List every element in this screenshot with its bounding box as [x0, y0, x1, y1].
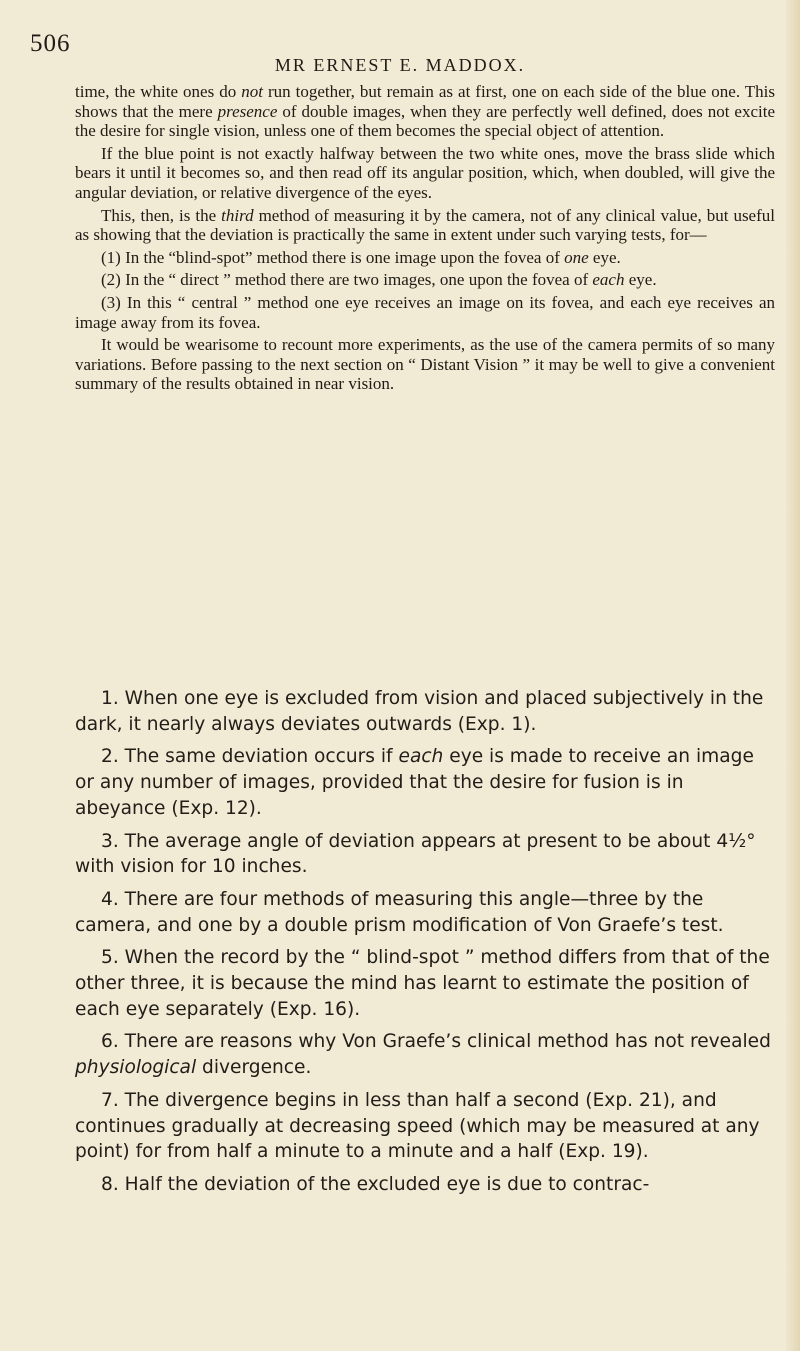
list-item: (3) In this “ central ” method one eye receives an image on its fovea, and each eye receives an image away from its fovea.: [75, 292, 775, 332]
upper-text-block: [75, 82, 775, 397]
paragraph: It would be wearisome to recount more experiments, as the use of the camera permits of so many variations. Before passing to the next section on “ Distant Vision ” it may be well to give a convenient summary of the results obtained in near vision.: [75, 335, 775, 394]
summary-item: 2. The same deviation occurs if each eye is made to receive an image or any number of images, provided that the desire for fusion is in abeyance (Exp. 12).: [75, 746, 754, 819]
paragraph: This, then, is the third method of measuring it by the camera, not of any clinical value, but useful as showing that the deviation is practically the same in extent under such varying tests, for—: [75, 205, 775, 245]
page-edge: [786, 0, 800, 1351]
paragraph: If the blue point is not exactly halfway between the two white ones, move the brass slide which bears it until it becomes so, and then read off its angular position, which, when doubled, will give the angular deviation, or relative divergence of the eyes.: [75, 143, 775, 202]
summary-item: 6. There are reasons why Von Graefe’s clinical method has not revealed physiological divergence.: [75, 1031, 771, 1079]
list-item: (2) In the “ direct ” method there are two images, one upon the fovea of each eye.: [101, 270, 657, 290]
page-number: 506: [30, 30, 71, 57]
summary-item: 1. When one eye is excluded from vision and placed subjectively in the dark, it nearly always deviates outwards (Exp. 1).: [75, 688, 764, 735]
paragraph: time, the white ones do not run together, but remain as at first, one on each side of the blue one. This shows that the mere presence of double images, when they are perfectly well defined, does not excite the desire for single vision, unless one of them becomes the special object of attention.: [75, 82, 776, 141]
summary-item: 4. There are four methods of measuring this angle—three by the camera, and one by a double prism modification of Von Graefe’s test.: [75, 888, 724, 936]
summary-item: 7. The divergence begins in less than half a second (Exp. 21), and continues gradually at decreasing speed (which may be measured at any point) for from half a minute to a minute and a half (Exp. 19).: [75, 1089, 760, 1163]
running-head: MR ERNEST E. MADDOX.: [274, 55, 526, 75]
summary-item: 5. When the record by the “ blind-spot ” method differs from that of the other three, it is because the mind has learnt to estimate the position of each eye separately (Exp. 16).: [75, 947, 770, 1020]
summary-list: [75, 686, 775, 1205]
list-item: (1) In the “blind-spot” method there is one image upon the fovea of one eye.: [101, 247, 621, 267]
summary-item: 8. Half the deviation of the excluded eye is due to contrac-: [101, 1173, 650, 1195]
summary-item: 3. The average angle of deviation appears at present to be about 4½° with vision for 10 inches.: [75, 830, 756, 878]
